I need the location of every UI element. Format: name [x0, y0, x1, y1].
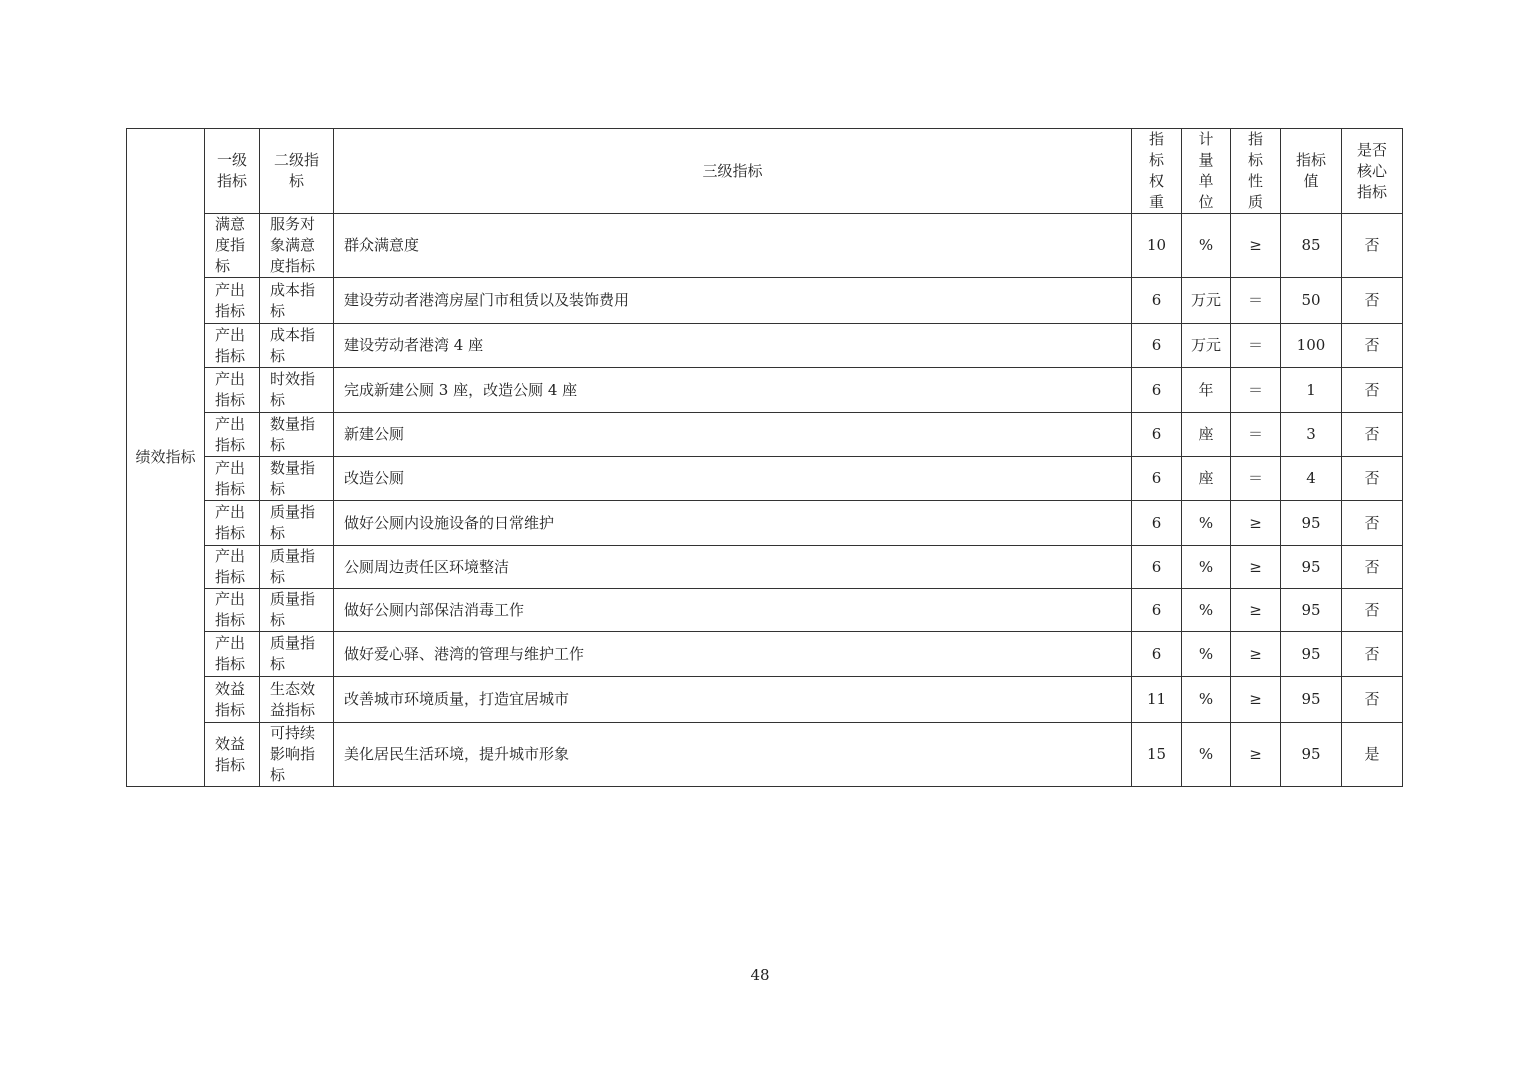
value-cell: 95 [1281, 723, 1342, 787]
table-row [127, 278, 1403, 324]
value-cell: 100 [1281, 324, 1342, 368]
level2-cell: 成本指标 [260, 324, 334, 368]
unit-cell: % [1182, 214, 1231, 278]
core-cell: 否 [1342, 589, 1403, 632]
level1-cell: 产出指标 [205, 589, 260, 632]
level3-cell: 改造公厕 [334, 457, 1132, 501]
nature-cell: ≥ [1231, 632, 1281, 677]
weight-cell: 6 [1132, 589, 1182, 632]
unit-cell: % [1182, 589, 1231, 632]
level3-cell: 公厕周边责任区环境整洁 [334, 546, 1132, 589]
nature-cell: ≥ [1231, 501, 1281, 546]
table-row [127, 546, 1403, 589]
nature-cell: ≥ [1231, 214, 1281, 278]
table-row [127, 589, 1403, 632]
weight-cell: 6 [1132, 368, 1182, 413]
level2-cell: 服务对象满意度指标 [260, 214, 334, 278]
unit-cell: % [1182, 546, 1231, 589]
header-level1: 一级指标 [205, 129, 260, 214]
core-cell: 否 [1342, 368, 1403, 413]
level1-cell: 产出指标 [205, 501, 260, 546]
header-level3: 三级指标 [334, 129, 1132, 214]
value-cell: 95 [1281, 632, 1342, 677]
header-weight: 指标权重 [1132, 129, 1182, 214]
header-unit: 计量单位 [1182, 129, 1231, 214]
weight-cell: 6 [1132, 324, 1182, 368]
level2-cell: 质量指标 [260, 546, 334, 589]
weight-cell: 15 [1132, 723, 1182, 787]
value-cell: 95 [1281, 501, 1342, 546]
nature-cell: ≥ [1231, 546, 1281, 589]
level3-cell: 改善城市环境质量，打造宜居城市 [334, 677, 1132, 723]
level3-cell: 美化居民生活环境，提升城市形象 [334, 723, 1132, 787]
level2-cell: 质量指标 [260, 589, 334, 632]
unit-cell: 万元 [1182, 324, 1231, 368]
nature-cell: ＝ [1231, 457, 1281, 501]
header-row [127, 129, 1403, 214]
table-row [127, 632, 1403, 677]
core-cell: 否 [1342, 457, 1403, 501]
nature-cell: ＝ [1231, 413, 1281, 457]
table-row [127, 324, 1403, 368]
unit-cell: 年 [1182, 368, 1231, 413]
unit-cell: % [1182, 677, 1231, 723]
value-cell: 3 [1281, 413, 1342, 457]
level1-cell: 产出指标 [205, 278, 260, 324]
value-cell: 95 [1281, 589, 1342, 632]
level1-cell: 效益指标 [205, 723, 260, 787]
nature-cell: ＝ [1231, 324, 1281, 368]
page-number: 48 [750, 966, 770, 984]
table-row [127, 723, 1403, 787]
level1-cell: 产出指标 [205, 632, 260, 677]
weight-cell: 6 [1132, 632, 1182, 677]
table-row [127, 214, 1403, 278]
header-core: 是否核心指标 [1342, 129, 1403, 214]
level2-cell: 生态效益指标 [260, 677, 334, 723]
header-nature: 指标性质 [1231, 129, 1281, 214]
unit-cell: % [1182, 632, 1231, 677]
value-cell: 1 [1281, 368, 1342, 413]
core-cell: 否 [1342, 413, 1403, 457]
level3-cell: 群众满意度 [334, 214, 1132, 278]
value-cell: 50 [1281, 278, 1342, 324]
level2-cell: 成本指标 [260, 278, 334, 324]
level1-cell: 产出指标 [205, 457, 260, 501]
nature-cell: ≥ [1231, 723, 1281, 787]
nature-cell: ≥ [1231, 589, 1281, 632]
unit-cell: 座 [1182, 457, 1231, 501]
value-cell: 4 [1281, 457, 1342, 501]
level2-cell: 质量指标 [260, 501, 334, 546]
level1-cell: 产出指标 [205, 368, 260, 413]
level3-cell: 完成新建公厕 3 座，改造公厕 4 座 [334, 368, 1132, 413]
group-label: 绩效指标 [135, 448, 196, 466]
unit-cell: % [1182, 501, 1231, 546]
table-body [127, 129, 1403, 787]
level2-cell: 质量指标 [260, 632, 334, 677]
value-cell: 95 [1281, 546, 1342, 589]
level2-cell: 时效指标 [260, 368, 334, 413]
unit-cell: % [1182, 723, 1231, 787]
level3-cell: 做好公厕内设施设备的日常维护 [334, 501, 1132, 546]
table-row [127, 677, 1403, 723]
level2-cell: 数量指标 [260, 457, 334, 501]
weight-cell: 6 [1132, 278, 1182, 324]
level1-cell: 产出指标 [205, 324, 260, 368]
core-cell: 否 [1342, 501, 1403, 546]
performance-indicator-table [126, 128, 1403, 787]
value-cell: 85 [1281, 214, 1342, 278]
weight-cell: 6 [1132, 501, 1182, 546]
level3-cell: 新建公厕 [334, 413, 1132, 457]
table-row [127, 413, 1403, 457]
nature-cell: ＝ [1231, 278, 1281, 324]
header-value: 指标值 [1281, 129, 1342, 214]
core-cell: 否 [1342, 324, 1403, 368]
level3-cell: 建设劳动者港湾 4 座 [334, 324, 1132, 368]
level3-cell: 建设劳动者港湾房屋门市租赁以及装饰费用 [334, 278, 1132, 324]
level3-cell: 做好爱心驿、港湾的管理与维护工作 [334, 632, 1132, 677]
level1-cell: 产出指标 [205, 546, 260, 589]
weight-cell: 10 [1132, 214, 1182, 278]
level1-cell: 满意度指标 [205, 214, 260, 278]
unit-cell: 座 [1182, 413, 1231, 457]
nature-cell: ≥ [1231, 677, 1281, 723]
nature-cell: ＝ [1231, 368, 1281, 413]
table-row [127, 457, 1403, 501]
weight-cell: 11 [1132, 677, 1182, 723]
core-cell: 是 [1342, 723, 1403, 787]
core-cell: 否 [1342, 677, 1403, 723]
table-row [127, 501, 1403, 546]
core-cell: 否 [1342, 546, 1403, 589]
weight-cell: 6 [1132, 413, 1182, 457]
core-cell: 否 [1342, 278, 1403, 324]
header-level2: 二级指标 [260, 129, 334, 214]
group-label-cell [127, 129, 205, 787]
unit-cell: 万元 [1182, 278, 1231, 324]
weight-cell: 6 [1132, 546, 1182, 589]
level2-cell: 可持续影响指标 [260, 723, 334, 787]
level3-cell: 做好公厕内部保洁消毒工作 [334, 589, 1132, 632]
core-cell: 否 [1342, 632, 1403, 677]
value-cell: 95 [1281, 677, 1342, 723]
level1-cell: 产出指标 [205, 413, 260, 457]
level2-cell: 数量指标 [260, 413, 334, 457]
core-cell: 否 [1342, 214, 1403, 278]
table-row [127, 368, 1403, 413]
level1-cell: 效益指标 [205, 677, 260, 723]
weight-cell: 6 [1132, 457, 1182, 501]
